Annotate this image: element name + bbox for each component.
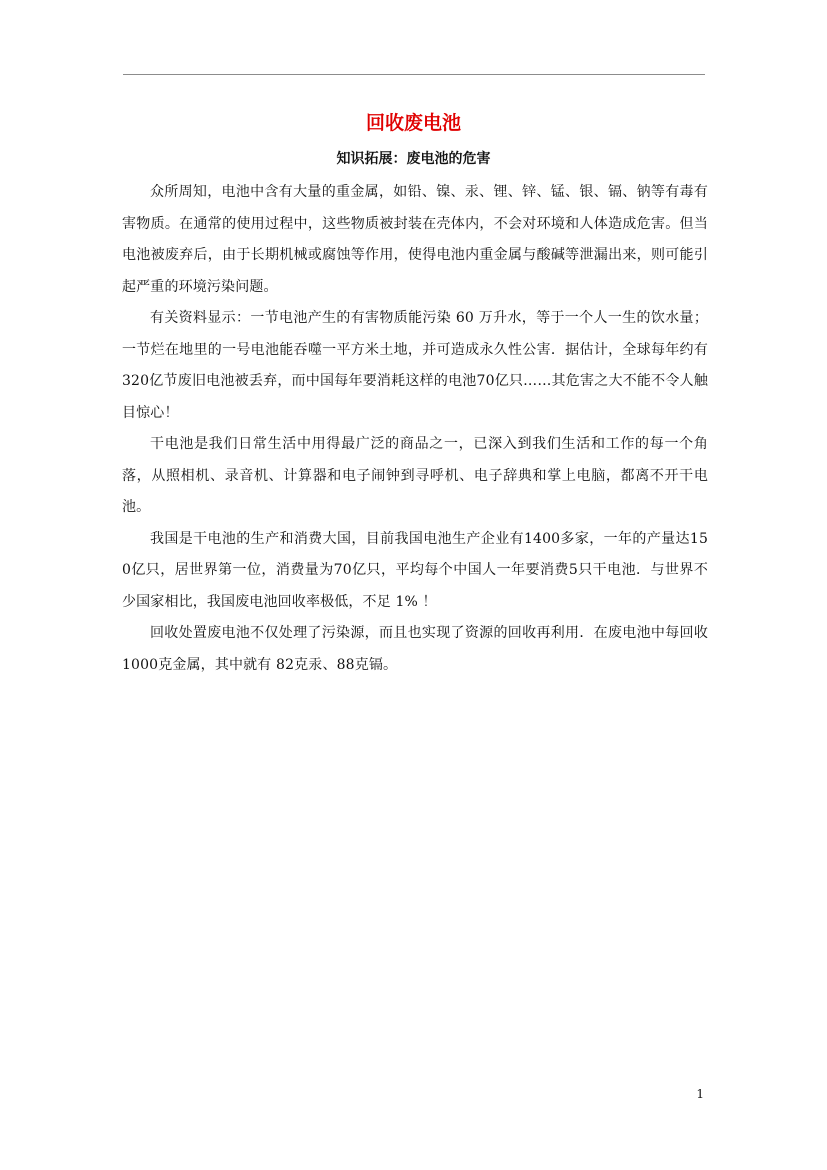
header-rule [123, 74, 705, 75]
document-subtitle: 知识拓展：废电池的危害 [336, 151, 491, 167]
paragraph-production-consumption: 我国是干电池的生产和消费大国，目前我国电池生产企业有1400多家，一年的产量达150亿只，居世界第一位，消费量为70亿只，平均每个中国人一年要消费5只干电池．与世界不少国家相比，我国废电池回收率极低，不足 1% ！ [122, 530, 708, 610]
paragraph-statistics: 有关资料显示：一节电池产生的有害物质能污染 60 万升水，等于一个人一生的饮水量；一节烂在地里的一号电池能吞噬一平方米土地，并可造成永久性公害．据估计，全球每年约有320亿节废旧电池被丢弃，而中国每年要消耗这样的电池70亿只……其危害之大不能不令人触目惊心！ [122, 310, 708, 421]
paragraph-recycling: 回收处置废电池不仅处理了污染源，而且也实现了资源的回收再利用．在废电池中每回收1000克金属，其中就有 82克汞、88克镉。 [122, 625, 708, 673]
document-title: 回收废电池 [365, 112, 461, 134]
paragraph-dry-battery-usage: 干电池是我们日常生活中用得最广泛的商品之一，已深入到我们生活和工作的每一个角落，从照相机、录音机、计算器和电子闹钟到寻呼机、电子辞典和掌上电脑，都离不开干电池。 [122, 436, 708, 515]
paragraph-heavy-metals: 众所周知，电池中含有大量的重金属，如铅、镍、汞、锂、锌、锰、银、镉、钠等有毒有害物质。在通常的使用过程中，这些物质被封装在壳体内，不会对环境和人体造成危害。但当电池被废弃后，由于长期机械或腐蚀等作用，使得电池内重金属与酸碱等泄漏出来，则可能引起严重的环境污染问题。 [122, 184, 708, 295]
document-body [122, 177, 708, 681]
page-number: 1 [696, 1087, 704, 1101]
